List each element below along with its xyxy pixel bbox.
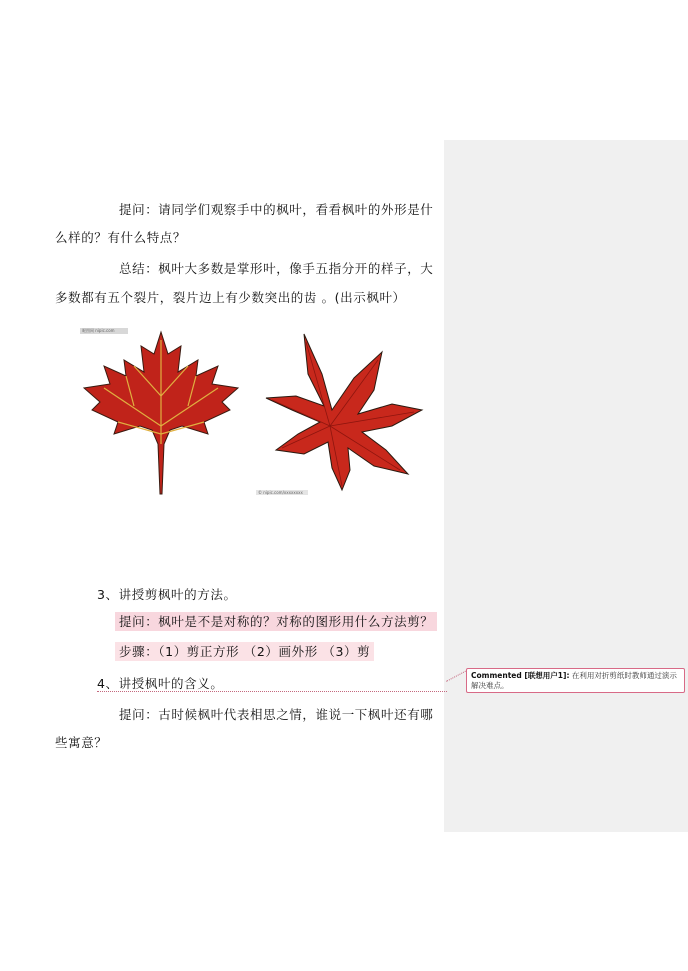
comment-markup-pane [444,140,688,832]
comment-anchor-line [97,691,447,692]
comment-author: Commented [联想用户1]: [471,671,570,680]
paragraph-question-3-line-2: 些寓意？ [55,735,108,750]
paragraph-summary-line-2: 多数都有五个裂片，裂片边上有少数突出的齿 。(出示枫叶） [55,290,406,305]
leaf1-watermark-text: 昵图网 nipic.com [82,328,115,333]
question-highlight-wrapper [115,614,437,630]
paragraph-question-1-line-2: 么样的？有什么特点？ [55,230,187,245]
list-item-4: 4、讲授枫叶的含义。 [97,676,224,691]
paragraph-question-1-line-1: 提问：请同学们观察手中的枫叶，看看枫叶的外形是什 [119,202,434,217]
comment-balloon[interactable] [466,668,685,693]
comment-text: 在利用对折剪纸时教师通过演示解决难点。 [471,671,677,690]
paragraph-symmetry-question: 提问：枫叶是不是对称的？对称的图形用什么方法剪？ [115,612,437,631]
leaf2-watermark-text: © nipic.com/xxxxxxxx [258,490,303,495]
paragraph-steps: 步骤：（1）剪正方形 （2）画外形 （3）剪 [115,642,374,661]
paragraph-question-3-line-1: 提问：古时候枫叶代表相思之情，谁说一下枫叶还有哪 [119,707,434,722]
maple-leaf-image-2 [258,330,426,496]
list-item-3: 3、讲授剪枫叶的方法。 [97,587,237,602]
steps-highlight-wrapper [115,644,374,660]
paragraph-summary-line-1: 总结：枫叶大多数是掌形叶，像手五指分开的样子，大 [119,261,434,276]
maple-leaf-image-1 [78,326,244,496]
